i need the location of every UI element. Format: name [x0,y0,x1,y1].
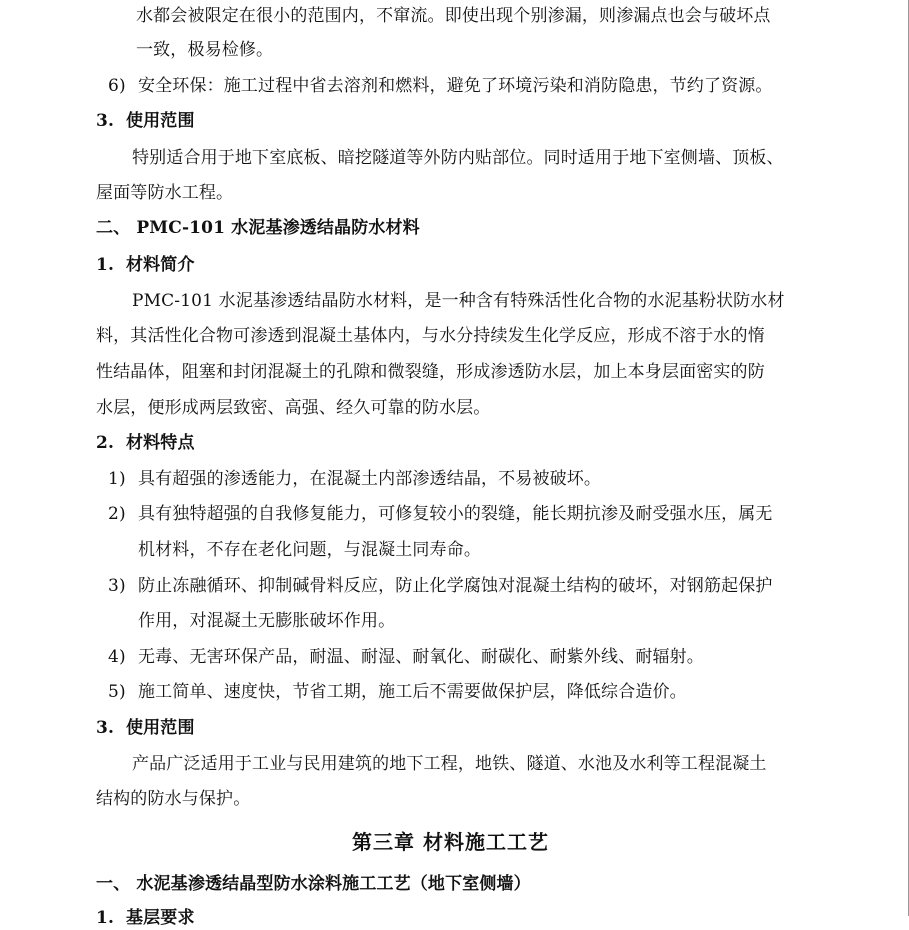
heading-number: 3. [96,718,115,738]
section-heading: 一、 水泥基渗透结晶型防水涂料施工工艺（地下室侧墙） [96,874,531,894]
subsection-heading [96,431,195,455]
paragraph-line: 料，其活性化合物可渗透到混凝土基体内，与水分持续发生化学反应，形成不溶于水的惰 [96,326,765,346]
paragraph-line: 性结晶体，阻塞和封闭混凝土的孔隙和微裂缝，形成渗透防水层，加上本身层面密实的防 [96,362,765,382]
paragraph-line: 特别适合用于地下室底板、暗挖隧道等外防内贴部位。同时适用于地下室侧墙、顶板、 [132,148,784,168]
chapter-title: 第三章 材料施工工艺 [352,830,549,854]
list-item [108,502,773,526]
list-item [108,74,773,98]
list-item-number: 5) [108,682,126,702]
paragraph-line: 产品广泛适用于工业与民用建筑的地下工程，地铁、隧道、水池及水利等工程混凝土 [132,754,767,774]
list-item [108,574,773,598]
heading-number: 1. [96,255,115,275]
list-item-text: 具有超强的渗透能力，在混凝土内部渗透结晶，不易被破坏。 [138,469,602,489]
heading-text: 基层要求 [126,908,195,928]
paragraph-line: 水都会被限定在很小的范围内，不窜流。即使出现个别渗漏，则渗漏点也会与破坏点 [136,6,771,26]
subsection-heading [96,253,195,277]
heading-number: 1. [96,908,115,928]
list-item-number: 1) [108,469,126,489]
heading-text: 材料简介 [126,255,195,275]
section-heading: 二、 PMC-101 水泥基渗透结晶防水材料 [96,218,420,238]
list-item-continuation: 作用，对混凝土无膨胀破坏作用。 [138,611,396,631]
list-item-text: 施工简单、速度快，节省工期，施工后不需要做保护层，降低综合造价。 [138,682,687,702]
list-item-number: 2) [108,504,126,524]
list-item-number: 4) [108,647,126,667]
list-item-text: 无毒、无害环保产品，耐温、耐湿、耐氧化、耐碳化、耐紫外线、耐辐射。 [138,647,704,667]
heading-text: 使用范围 [126,718,195,738]
subsection-heading [96,906,195,930]
heading-number: 3. [96,111,115,131]
list-item [108,467,601,491]
paragraph-line: 屋面等防水工程。 [96,183,234,203]
heading-text: 材料特点 [126,433,195,453]
list-item-text: 具有独特超强的自我修复能力，可修复较小的裂缝，能长期抗渗及耐受强水压，属无 [138,504,773,524]
list-item [108,645,704,669]
list-item-text: 安全环保：施工过程中省去溶剂和燃料，避免了环境污染和消防隐患，节约了资源。 [138,76,773,96]
list-item-continuation: 机材料，不存在老化问题，与混凝土同寿命。 [138,540,481,560]
subsection-heading [96,716,195,740]
heading-text: 使用范围 [126,111,195,131]
paragraph-line: 水层，便形成两层致密、高强、经久可靠的防水层。 [96,398,491,418]
list-item-number: 3) [108,576,126,596]
paragraph-line: PMC-101 水泥基渗透结晶防水材料，是一种含有特殊活性化合物的水泥基粉状防水材 [132,291,785,311]
list-item-text: 防止冻融循环、抑制碱骨料反应，防止化学腐蚀对混凝土结构的破坏，对钢筋起保护 [138,576,773,596]
paragraph-line: 结构的防水与保护。 [96,789,251,809]
list-item [108,680,687,704]
heading-number: 2. [96,433,115,453]
paragraph-line: 一致，极易检修。 [136,40,274,60]
list-item-number: 6) [108,76,126,96]
subsection-heading [96,109,195,133]
